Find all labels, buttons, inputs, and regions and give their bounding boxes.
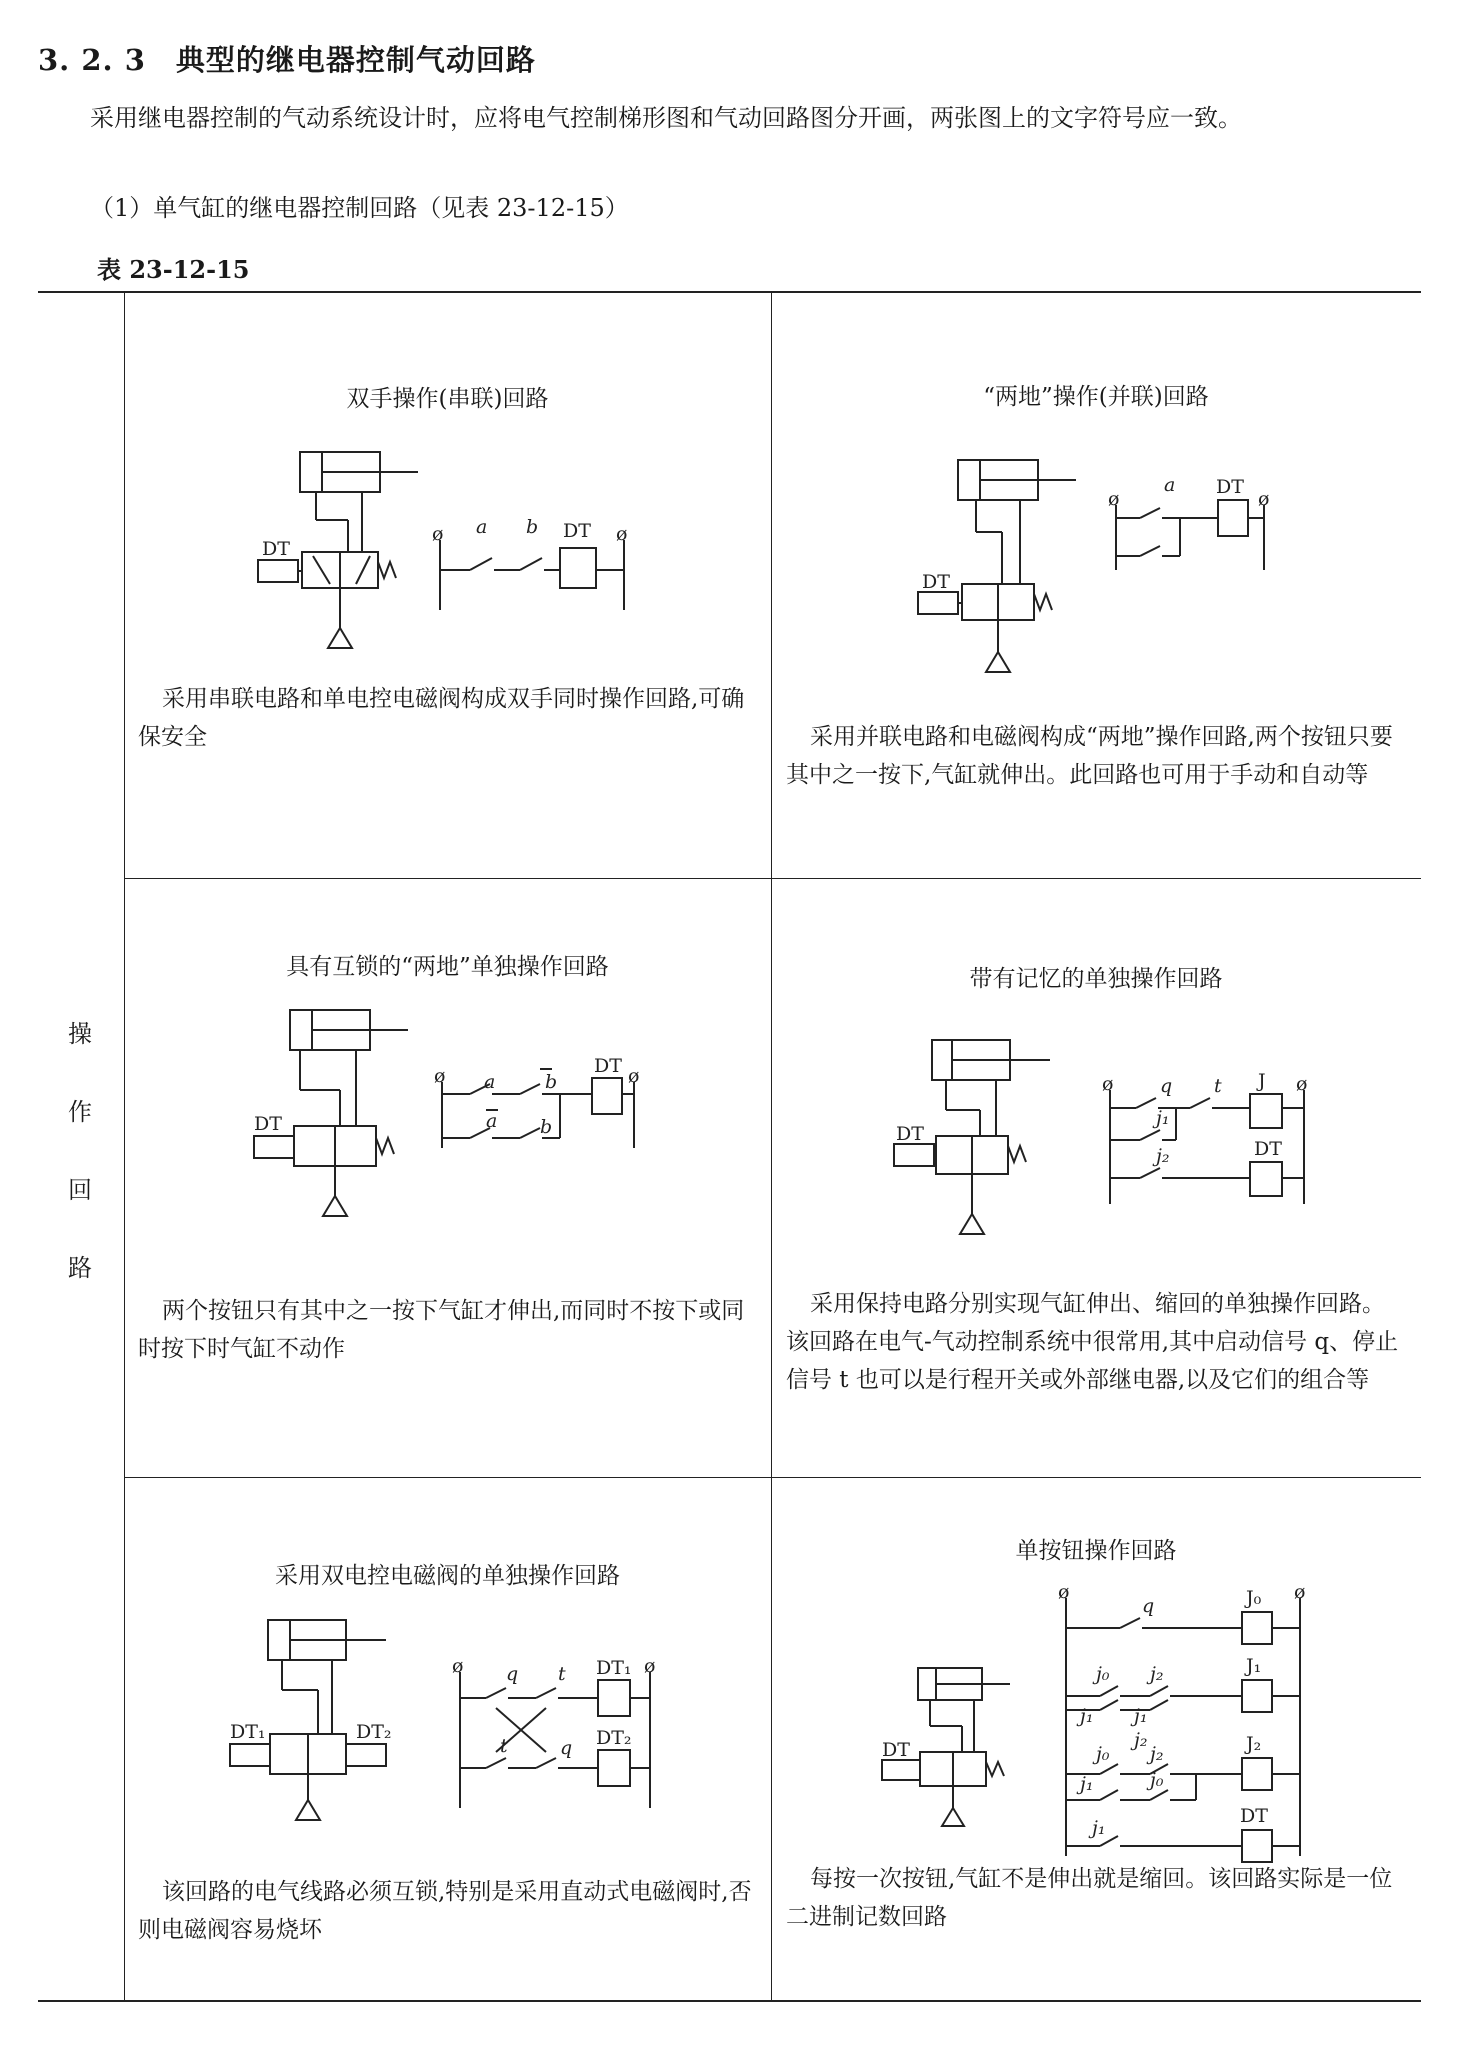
terminal-right: ø xyxy=(1258,488,1270,510)
label-coil-j1: J₁ xyxy=(1246,1655,1262,1677)
pneumatic-diagram-two-place xyxy=(918,460,1076,672)
section-title: 典型的继电器控制气动回路 xyxy=(175,43,536,77)
label-q: q xyxy=(1142,1595,1155,1617)
ladder-diagram-interlock xyxy=(442,1078,634,1148)
terminal-right: ø xyxy=(628,1065,640,1087)
label-q: q xyxy=(1160,1075,1173,1097)
side-label-char: 回 xyxy=(68,1176,92,1204)
cell-title-memory: 带有记忆的单独操作回路 xyxy=(969,966,1223,992)
table-caption: 表 23-12-15 xyxy=(97,255,250,284)
subsection-line: （1）单气缸的继电器控制回路（见表 23-12-15） xyxy=(90,194,629,222)
terminal-right: ø xyxy=(1294,1581,1306,1603)
cell-text-single-button: 每按一次按钮,气缸不是伸出就是缩回。该回路实际是一位二进制记数回路 xyxy=(786,1866,1393,1930)
label-j2: j₂ xyxy=(1156,1145,1170,1167)
label-a: a xyxy=(1164,474,1176,496)
label-coil-dt1: DT₁ xyxy=(596,1657,632,1679)
ladder-diagram-two-hand xyxy=(440,540,624,610)
label-a-bar: a xyxy=(486,1110,498,1132)
label-dt: DT xyxy=(882,1739,910,1761)
label-j0: j₀ xyxy=(1096,1743,1110,1765)
label-dt: DT xyxy=(254,1113,282,1135)
side-label-char: 操 xyxy=(68,1020,92,1048)
label-t: t xyxy=(1214,1075,1222,1097)
terminal-left: ø xyxy=(1102,1073,1114,1095)
label-dt2: DT₂ xyxy=(356,1721,392,1743)
pneumatic-diagram-double-solenoid xyxy=(230,1620,386,1820)
label-b: b xyxy=(526,516,539,538)
label-b: b xyxy=(540,1116,553,1138)
section-number: 3. 2. 3 xyxy=(38,43,146,77)
label-coil-dt: DT xyxy=(594,1055,622,1077)
label-coil-dt: DT xyxy=(563,520,591,542)
label-coil-j: J xyxy=(1258,1070,1266,1092)
cell-title-interlock: 具有互锁的“两地”单独操作回路 xyxy=(286,954,609,980)
label-j0: j₀ xyxy=(1096,1663,1110,1685)
terminal-right: ø xyxy=(1296,1073,1308,1095)
label-dt: DT xyxy=(896,1123,924,1145)
label-dt1: DT₁ xyxy=(230,1721,266,1743)
label-j2: j₂ xyxy=(1150,1743,1164,1765)
label-t: t xyxy=(500,1735,508,1757)
intro-paragraph: 采用继电器控制的气动系统设计时，应将电气控制梯形图和气动回路图分开画，两张图上的文字符号应一致。 xyxy=(90,104,1242,132)
label-q: q xyxy=(506,1663,519,1685)
cell-title-single-button: 单按钮操作回路 xyxy=(1015,1538,1177,1564)
label-j1: j₁ xyxy=(1156,1107,1170,1129)
label-coil-dt2: DT₂ xyxy=(596,1727,632,1749)
label-t: t xyxy=(558,1663,566,1685)
terminal-left: ø xyxy=(1108,488,1120,510)
ladder-diagram-two-place xyxy=(1116,500,1264,570)
label-b-bar: b xyxy=(545,1071,558,1093)
terminal-left: ø xyxy=(434,1065,446,1087)
terminal-right: ø xyxy=(616,523,628,545)
side-label-char: 作 xyxy=(68,1098,92,1126)
label-j0: j₀ xyxy=(1150,1769,1164,1791)
terminal-left: ø xyxy=(1058,1581,1070,1603)
label-j1: j₁ xyxy=(1092,1817,1106,1839)
label-j1: j₁ xyxy=(1080,1705,1094,1727)
cell-title-two-hand-series: 双手操作(串联)回路 xyxy=(346,386,549,412)
label-j1: j₁ xyxy=(1134,1705,1148,1727)
cell-text-two-place-parallel: 采用并联电路和电磁阀构成“两地”操作回路,两个按钮只要其中之一按下,气缸就伸出。此回路也可用于手动和自动等 xyxy=(786,724,1393,788)
cell-title-two-place-parallel: “两地”操作(并联)回路 xyxy=(983,384,1209,410)
label-coil-j0: J₀ xyxy=(1246,1587,1262,1609)
label-dt: DT xyxy=(262,538,290,560)
side-label-char: 路 xyxy=(68,1254,92,1282)
cell-text-interlock: 两个按钮只有其中之一按下气缸才伸出,而同时不按下或同时按下时气缸不动作 xyxy=(138,1298,745,1362)
terminal-left: ø xyxy=(432,523,444,545)
label-a: a xyxy=(476,516,488,538)
label-j2: j₂ xyxy=(1150,1663,1164,1685)
cell-title-double-solenoid: 采用双电控电磁阀的单独操作回路 xyxy=(275,1563,620,1589)
label-j2: j₂ xyxy=(1134,1729,1148,1751)
label-q: q xyxy=(560,1737,573,1759)
label-j1: j₁ xyxy=(1080,1773,1094,1795)
label-a: a xyxy=(484,1071,496,1093)
cell-text-two-hand-series: 采用串联电路和单电控电磁阀构成双手同时操作回路,可确保安全 xyxy=(138,686,745,750)
label-coil-dt: DT xyxy=(1254,1138,1282,1160)
cell-text-double-solenoid: 该回路的电气线路必须互锁,特别是采用直动式电磁阀时,否则电磁阀容易烧坏 xyxy=(138,1879,752,1943)
label-dt: DT xyxy=(922,571,950,593)
terminal-left: ø xyxy=(452,1655,464,1677)
label-coil-dt: DT xyxy=(1240,1805,1268,1827)
label-coil-dt: DT xyxy=(1216,476,1244,498)
cell-text-memory: 采用保持电路分别实现气缸伸出、缩回的单独操作回路。该回路在电气-气动控制系统中很常用,其中启动信号 q、停止信号 t 也可以是行程开关或外部继电器,以及它们的组合等 xyxy=(786,1291,1399,1393)
label-coil-j2: J₂ xyxy=(1246,1733,1262,1755)
terminal-right: ø xyxy=(644,1655,656,1677)
